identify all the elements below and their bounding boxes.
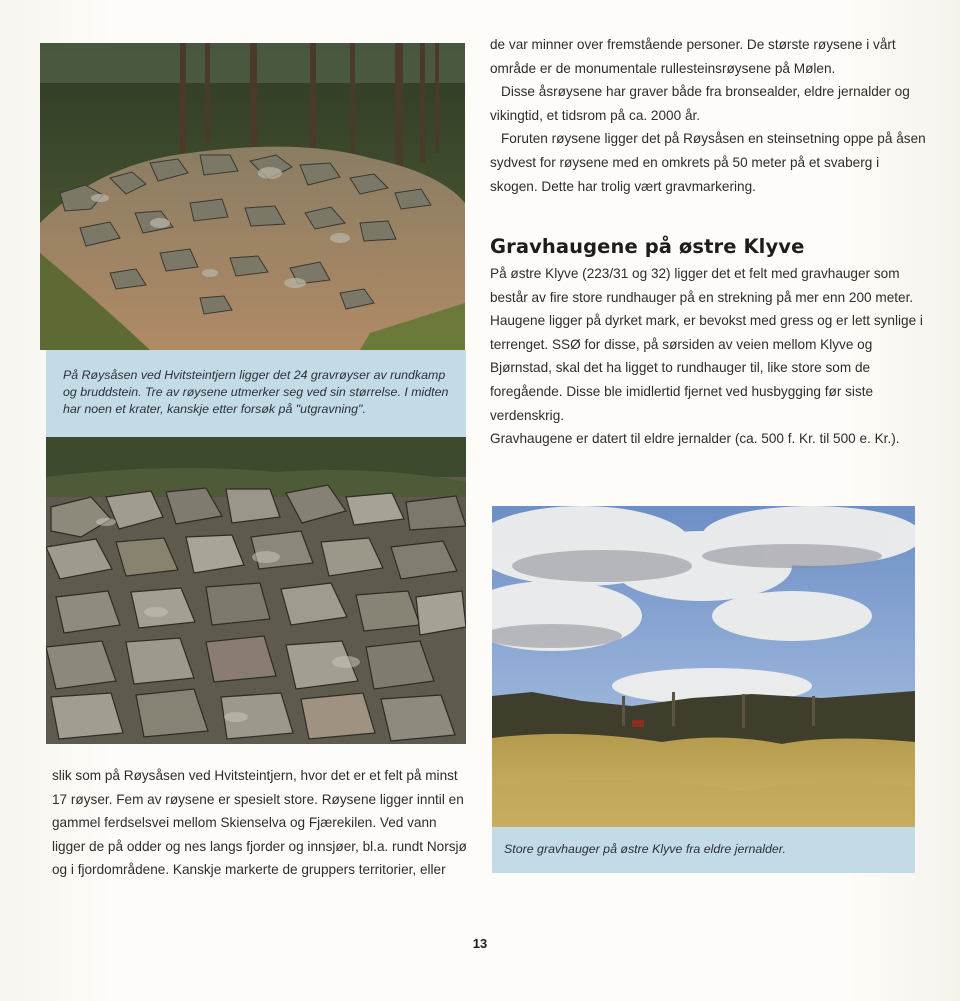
photo1-caption: På Røysåsen ved Hvitsteintjern ligger det 24 gravrøyser av rundkamp og bruddstein. Tre av røysene utmerker seg ved sin størrelse. I midten har noen et krater, kanskje etter forsøk på "utgravning".: [46, 350, 466, 437]
photo3-caption: Store gravhauger på østre Klyve fra eldre jernalder.: [492, 827, 915, 873]
cairn-closeup-photo: [46, 437, 466, 744]
burial-mounds-photo: [492, 506, 915, 827]
paragraph: Disse åsrøysene har graver både fra bronsealder, eldre jernalder og vikingtid, et tidsrom på ca. 2000 år.: [490, 84, 910, 123]
section-text: [490, 262, 926, 451]
right-column-text: [490, 33, 926, 198]
paragraph: På østre Klyve (223/31 og 32) ligger det et felt med gravhauger som består av fire store rundhauger på en strekning på mer enn 200 meter. Haugene ligger på dyrket mark, er bevokst med gress og er lett synlige i terrenget. SSØ for disse, på sørsiden av veien mellom Klyve og Bjørnstad, skal det ha ligget to rundhauger til, like store som de foregående. Disse ble imidlertid fjernet ved husbygging før siste verdenskrig.: [490, 266, 923, 423]
paragraph: Gravhaugene er datert til eldre jernalder (ca. 500 f. Kr. til 500 e. Kr.).: [490, 431, 900, 447]
left-column-text: [52, 764, 472, 882]
paragraph: slik som på Røysåsen ved Hvitsteintjern, hvor det er et felt på minst 17 røyser. Fem av røysene er spesielt store. Røysene ligger inntil en gammel ferdselsvei mellom Skienselva og Fjærekilen. Ved vann ligger de på odder og nes langs fjorder og innsjøer, bl.a. rundt Norsjø og i fjordområdene. Kanskje markerte de gruppers territorier, eller: [52, 768, 467, 878]
paragraph: de var minner over fremstående personer. De største røysene i vårt område er de monumentale rullesteinsrøysene på Mølen.: [490, 37, 896, 76]
cairn-forest-photo: [40, 43, 465, 350]
section-heading: Gravhaugene på østre Klyve: [490, 235, 805, 258]
paragraph: Foruten røysene ligger det på Røysåsen en steinsetning oppe på åsen sydvest for røysene med en omkrets på 50 meter på et svaberg i skogen. Dette har trolig vært gravmarkering.: [490, 131, 926, 194]
page-number: 13: [472, 936, 488, 951]
